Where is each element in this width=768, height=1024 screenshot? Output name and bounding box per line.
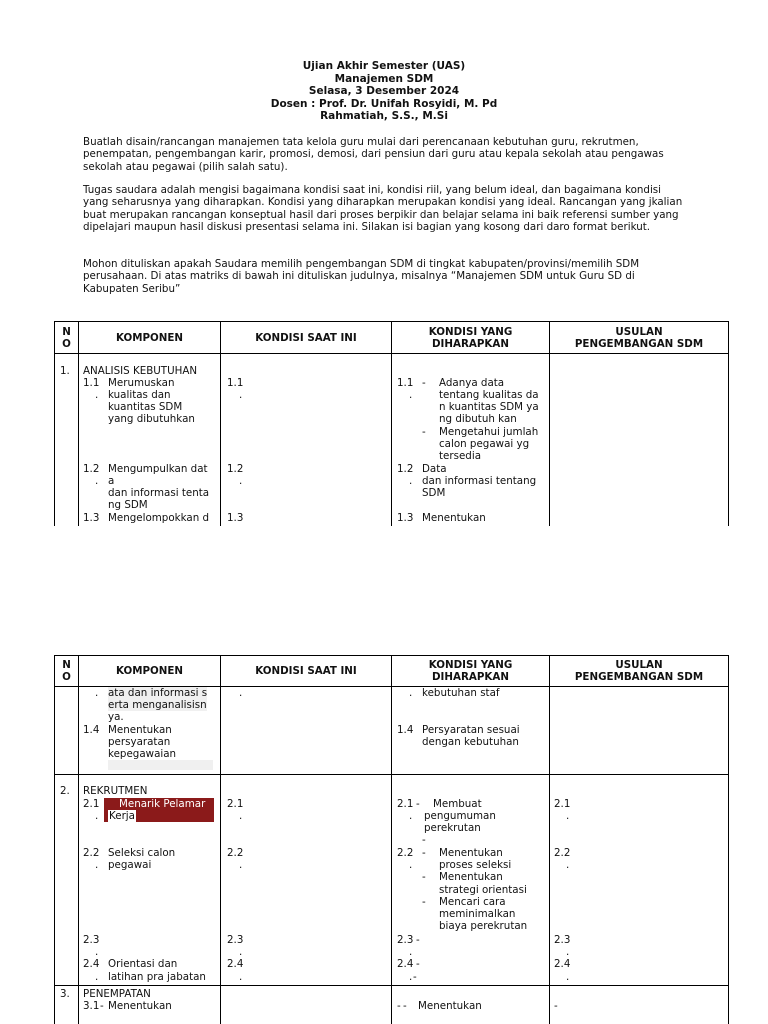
instruction-paragraph-1: Buatlah disain/rancangan manajemen tata kelola guru mulai dari perencanaan kebutuhan guru, rekrutmen, penempatan, pengembangan karir, promosi, demosi, dari pensiun dari guru atau kepala sekolah atau pengawas sekolah atau pegawai (pilih salah satu).: [83, 136, 664, 173]
usulan-cell: [550, 687, 729, 775]
header-kondisi-saat-ini: KONDISI SAAT INI: [221, 656, 392, 687]
course-name: Manajemen SDM: [334, 72, 434, 85]
row-number: 3.: [55, 986, 79, 1024]
kondisi-diharapkan-cell: 2.1 - Membuat . pengumuman perekrutan - 2.2 - Menentukan . proses seleksi - Menentukan strategi orientasi - Mencari cara meminimalkan biaya perekrutan 2.3 - . 2.4 - . -: [392, 775, 550, 986]
instruction-paragraph-3: Mohon dituliskan apakah Saudara memilih pengembangan SDM di tingkat kabupaten/provinsi/memilih SDM perusahaan. Di atas matriks di bawah ini dituliskan judulnya, misalnya “Manajemen SDM untuk Guru SD di Kabupaten Seribu”: [83, 258, 640, 295]
exam-date: Selasa, 3 Desember 2024: [308, 85, 460, 97]
row-number: 2.: [55, 775, 79, 986]
matrix-table-page-2: [54, 655, 729, 1024]
table-row: [55, 775, 729, 986]
kondisi-diharapkan-cell: 1.1 - . Adanya data tentang kualitas da n kuantitas SDM ya ng dibutuh kan - Mengetahui jumlah calon pegawai yg tersedia 1.2 Data . dan informasi tentang SDM 1.3 Menentukan: [392, 354, 550, 526]
table-header-row: [55, 322, 729, 354]
header-komponen: KOMPONEN: [79, 656, 221, 687]
exam-title: Ujian Akhir Semester (UAS): [302, 60, 466, 72]
table-row: [55, 986, 729, 1024]
lecturer-1: Dosen : Prof. Dr. Unifah Rosyidi, M. Pd: [270, 97, 498, 110]
exam-header: [0, 60, 768, 123]
row-number: [55, 687, 79, 775]
header-usulan: USULAN PENGEMBANGAN SDM: [550, 322, 729, 354]
table-row: [55, 687, 729, 775]
header-no: N O: [55, 656, 79, 687]
header-kondisi-saat-ini: KONDISI SAAT INI: [221, 322, 392, 354]
komponen-cell: . ata dan informasi s erta menganalisisn ya. 1.4 Menentukan persyaratan kepegawaian: [79, 687, 221, 775]
usulan-cell: [550, 354, 729, 526]
instruction-paragraph-2: Tugas saudara adalah mengisi bagaimana kondisi saat ini, kondisi riil, yang belum ideal, dan bagaimana kondisi yang seharusnya yang diharapkan. Kondisi yang diharapkan merupakan kondisi yang ideal. Rancangan yang jkalian buat merupakan rancangan konseptual hasil dari proses berpikir dan belajar selama ini baik referensi sumber yang dipelajari maupun hasil diskusi presentasi selama ini. Silakan isi bagian yang kosong dari daro format berikut.: [83, 184, 683, 233]
header-usulan: USULAN PENGEMBANGAN SDM: [550, 656, 729, 687]
highlight-strip: [108, 760, 213, 770]
row-number: 1.: [55, 354, 79, 526]
header-komponen: KOMPONEN: [79, 322, 221, 354]
komponen-cell: ANALISIS KEBUTUHAN 1.1 Merumuskan . kualitas dan kuantitas SDM yang dibutuhkan 1.2 Mengumpulkan dat . a dan informasi tenta ng SDM 1.3 Mengelompokkan d: [79, 354, 221, 526]
kondisi-diharapkan-cell: - - Menentukan: [392, 986, 550, 1024]
kondisi-saat-ini-cell: 2.1 . 2.2 . 2.3 . 2.4 .: [221, 775, 392, 986]
header-no: N O: [55, 322, 79, 354]
usulan-cell: -: [550, 986, 729, 1024]
kondisi-diharapkan-cell: . kebutuhan staf 1.4 Persyaratan sesuai dengan kebutuhan: [392, 687, 550, 775]
kondisi-saat-ini-cell: .: [221, 687, 392, 775]
header-kondisi-diharapkan: KONDISI YANG DIHARAPKAN: [392, 322, 550, 354]
matrix-table-page-1: [54, 321, 729, 526]
table-row: [55, 354, 729, 526]
header-kondisi-diharapkan: KONDISI YANG DIHARAPKAN: [392, 656, 550, 687]
kondisi-saat-ini-cell: [221, 986, 392, 1024]
usulan-cell: 2.1 . 2.2 . 2.3 . 2.4 .: [550, 775, 729, 986]
kondisi-saat-ini-cell: 1.1 . 1.2 . 1.3: [221, 354, 392, 526]
komponen-cell: REKRUTMEN 2.1 Menarik Pelamar . Kerja 2.2 Seleksi calon . pegawai 2.3 . 2.4 Orientasi dan . latihan pra jabatan: [79, 775, 221, 986]
lecturer-2: Rahmatiah, S.S., M.Si: [320, 110, 448, 122]
komponen-cell: PENEMPATAN 3.1 - Menentukan: [79, 986, 221, 1024]
table-header-row: [55, 656, 729, 687]
